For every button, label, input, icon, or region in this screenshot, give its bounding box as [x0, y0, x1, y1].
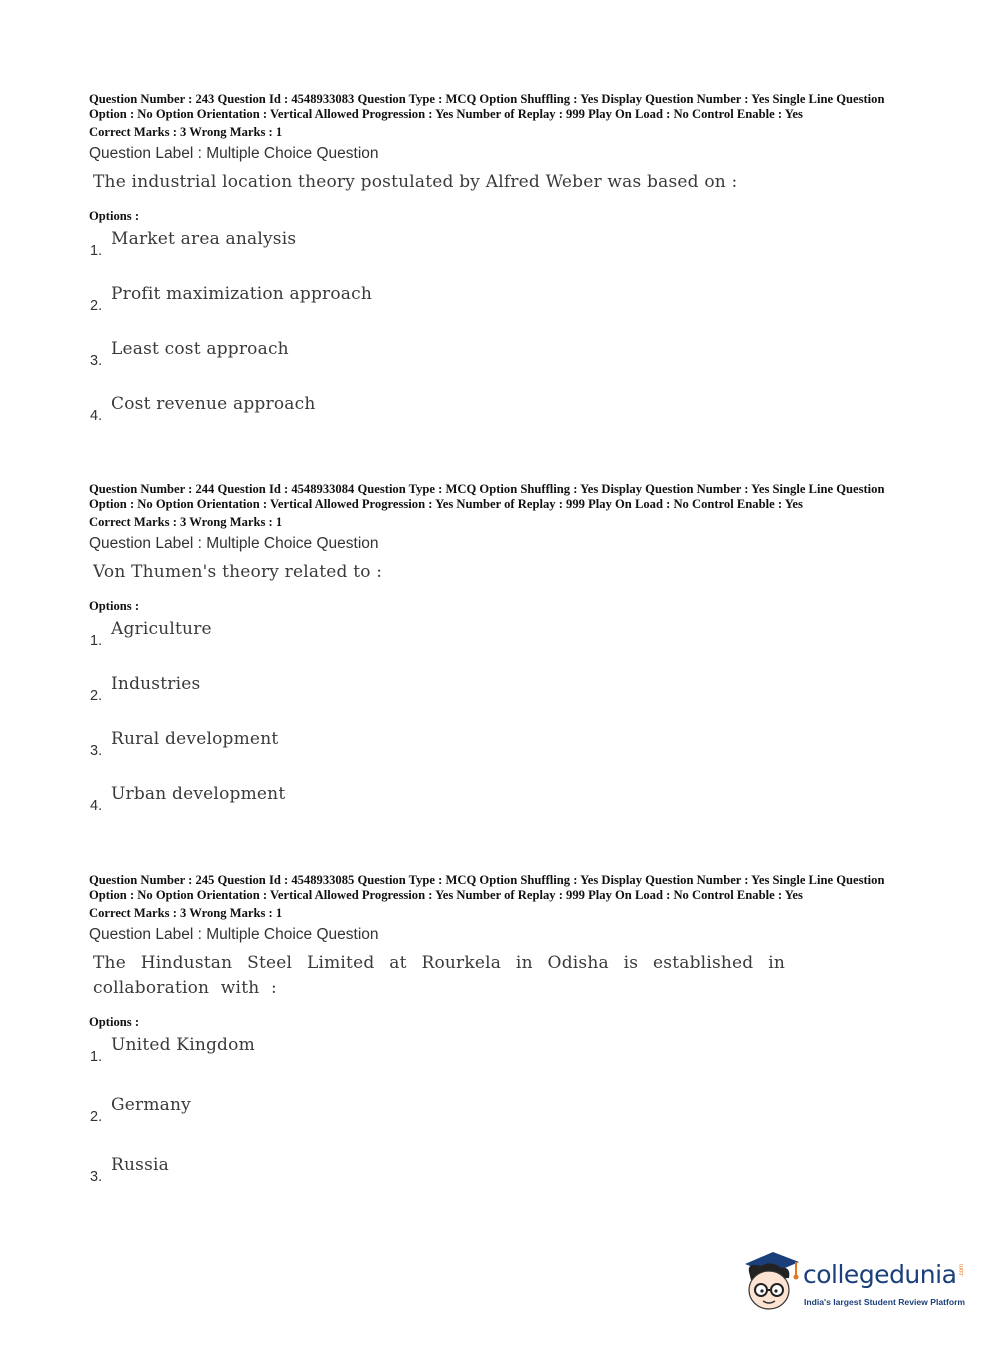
collegedunia-logo[interactable]	[741, 1250, 971, 1320]
question-label: Question Label : Multiple Choice Question	[89, 145, 379, 162]
option-number: 3.	[90, 743, 103, 759]
option-text: Market area analysis	[111, 229, 297, 249]
option-text: Least cost approach	[111, 339, 289, 359]
option-text: Russia	[111, 1155, 169, 1175]
logo-wordmark: collegedunia	[803, 1260, 957, 1289]
option-item[interactable]	[89, 613, 919, 668]
option-item[interactable]	[89, 388, 919, 443]
option-text: Germany	[111, 1095, 191, 1115]
option-item[interactable]	[89, 1029, 919, 1089]
question-text: The industrial location theory postulated by Alfred Weber was based on :	[93, 172, 738, 192]
option-text: Urban development	[111, 784, 286, 804]
option-item[interactable]	[89, 778, 919, 833]
option-text: Rural development	[111, 729, 279, 749]
logo-tagline: India's largest Student Review Platform	[804, 1297, 966, 1307]
option-item[interactable]	[89, 333, 919, 388]
option-number: 2.	[90, 298, 103, 314]
question-block-244	[89, 482, 919, 833]
option-item[interactable]	[89, 223, 919, 278]
option-number: 3.	[90, 1169, 103, 1185]
question-text: Von Thumen's theory related to :	[93, 562, 383, 582]
option-item[interactable]	[89, 668, 919, 723]
option-item[interactable]	[89, 1089, 919, 1149]
option-number: 1.	[90, 633, 103, 649]
option-number: 2.	[90, 688, 103, 704]
option-text: Profit maximization approach	[111, 284, 373, 304]
option-item[interactable]	[89, 723, 919, 778]
option-text: United Kingdom	[111, 1035, 255, 1055]
options-label: Options :	[89, 209, 140, 223]
option-text: Agriculture	[111, 619, 212, 639]
question-label: Question Label : Multiple Choice Question	[89, 535, 379, 552]
question-label: Question Label : Multiple Choice Question	[89, 926, 379, 943]
mascot-icon	[741, 1250, 803, 1316]
option-item[interactable]	[89, 1149, 919, 1209]
question-text: The Hindustan Steel Limited at Rourkela in Odisha is established in collaboration with :	[93, 953, 785, 998]
option-number: 4.	[90, 798, 103, 814]
option-number: 1.	[90, 1049, 103, 1065]
option-number: 1.	[90, 243, 103, 259]
question-marks: Correct Marks : 3 Wrong Marks : 1	[89, 125, 283, 139]
options-label: Options :	[89, 1015, 140, 1029]
question-meta: Question Number : 243 Question Id : 4548933083 Question Type : MCQ Option Shuffling : Yes Display Question Number : Yes Single Line Question Option : No Option Orientation : Vertical Allowed Progression : Yes Number of Replay : 999 Play On Load : No Control Enable : Yes	[89, 92, 885, 121]
question-block-245	[89, 873, 919, 1209]
question-meta: Question Number : 245 Question Id : 4548933085 Question Type : MCQ Option Shuffling : Yes Display Question Number : Yes Single Line Question Option : No Option Orientation : Vertical Allowed Progression : Yes Number of Replay : 999 Play On Load : No Control Enable : Yes	[89, 873, 885, 902]
options-label: Options :	[89, 599, 140, 613]
question-marks: Correct Marks : 3 Wrong Marks : 1	[89, 906, 283, 920]
question-marks: Correct Marks : 3 Wrong Marks : 1	[89, 515, 283, 529]
option-number: 3.	[90, 353, 103, 369]
question-meta: Question Number : 244 Question Id : 4548933084 Question Type : MCQ Option Shuffling : Yes Display Question Number : Yes Single Line Question Option : No Option Orientation : Vertical Allowed Progression : Yes Number of Replay : 999 Play On Load : No Control Enable : Yes	[89, 482, 885, 511]
option-number: 2.	[90, 1109, 103, 1125]
option-text: Industries	[111, 674, 201, 694]
option-text: Cost revenue approach	[111, 394, 316, 414]
logo-suffix: .com	[959, 1264, 965, 1278]
option-item[interactable]	[89, 278, 919, 333]
question-block-243	[89, 92, 919, 443]
option-number: 4.	[90, 408, 103, 424]
